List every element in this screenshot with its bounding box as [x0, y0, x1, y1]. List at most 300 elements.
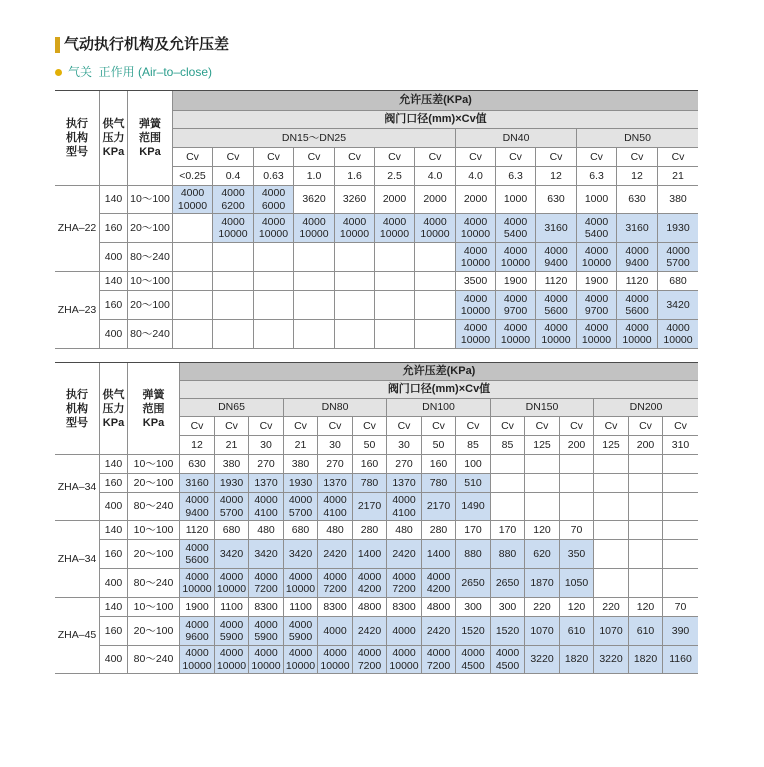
pressure-value-cell: 4000 9700: [496, 291, 536, 320]
pressure-value-cell: 4000 10000: [415, 214, 456, 243]
pressure-value-cell: 4000 5900: [284, 617, 318, 646]
pressure-value-cell: 120: [560, 598, 594, 617]
empty-cell: [254, 243, 294, 272]
empty-cell: [629, 493, 663, 521]
pressure-value-cell: 1490: [456, 493, 491, 521]
pressure-value-cell: 1070: [594, 617, 629, 646]
cv-label-cell: Cv: [215, 417, 249, 436]
empty-cell: [663, 540, 698, 569]
size-group-header: DN65: [180, 399, 284, 417]
empty-cell: [415, 320, 456, 349]
spring-range-cell: 10～100: [128, 455, 180, 474]
pressure-value-cell: 620: [525, 540, 560, 569]
pressure-value-cell: 4000 10000: [180, 646, 215, 674]
cv-value-cell: 4.0: [456, 167, 496, 186]
size-group-header: DN200: [594, 399, 698, 417]
supply-pressure-cell: 160: [100, 214, 128, 243]
pressure-value-cell: 680: [658, 272, 698, 291]
pressure-value-cell: 4000 10000: [536, 320, 577, 349]
pressure-value-cell: 390: [663, 617, 698, 646]
cv-label-cell: Cv: [525, 417, 560, 436]
empty-cell: [173, 320, 213, 349]
pressure-value-cell: 780: [353, 474, 387, 493]
pressure-value-cell: 1820: [560, 646, 594, 674]
size-group-header: DN100: [387, 399, 491, 417]
spring-range-cell: 10～100: [128, 272, 173, 291]
pressure-value-cell: 680: [284, 521, 318, 540]
pressure-value-cell: 4000 4200: [353, 569, 387, 598]
pressure-value-cell: 4000 5600: [536, 291, 577, 320]
spring-range-cell: 10～100: [128, 186, 173, 214]
cv-label-cell: Cv: [456, 417, 491, 436]
supply-pressure-cell: 140: [100, 455, 128, 474]
spring-range-cell: 80～240: [128, 243, 173, 272]
empty-cell: [491, 455, 525, 474]
empty-cell: [525, 455, 560, 474]
cv-value-cell: 12: [617, 167, 658, 186]
pressure-value-cell: 4000 10000: [456, 320, 496, 349]
cv-label-cell: Cv: [173, 148, 213, 167]
pressure-value-cell: 4000 7200: [353, 646, 387, 674]
pressure-value-cell: 2000: [375, 186, 415, 214]
supply-pressure-cell: 140: [100, 272, 128, 291]
pressure-value-cell: 4000 10000: [180, 569, 215, 598]
pressure-value-cell: 630: [617, 186, 658, 214]
pressure-value-cell: 2000: [456, 186, 496, 214]
pressure-value-cell: 3420: [284, 540, 318, 569]
cv-value-cell: 1.6: [335, 167, 375, 186]
pressure-value-cell: 1370: [249, 474, 284, 493]
pressure-value-cell: 4000 9400: [617, 243, 658, 272]
empty-cell: [213, 291, 254, 320]
model-cell: ZHA–23: [55, 272, 100, 349]
pressure-value-cell: 1050: [560, 569, 594, 598]
pressure-value-cell: 2650: [491, 569, 525, 598]
empty-cell: [594, 521, 629, 540]
spring-range-cell: 10～100: [128, 598, 180, 617]
empty-cell: [415, 272, 456, 291]
pressure-value-cell: 100: [456, 455, 491, 474]
pressure-value-cell: 630: [180, 455, 215, 474]
pressure-value-cell: 4000 10000: [577, 243, 617, 272]
empty-cell: [294, 243, 335, 272]
pressure-value-cell: 280: [422, 521, 456, 540]
pressure-value-cell: 4000 10000: [375, 214, 415, 243]
empty-cell: [375, 320, 415, 349]
pressure-value-cell: 480: [249, 521, 284, 540]
supply-pressure-header: 供气 压力 KPa: [100, 91, 128, 186]
model-cell: ZHA–22: [55, 186, 100, 272]
cv-label-cell: Cv: [180, 417, 215, 436]
pressure-value-cell: 160: [353, 455, 387, 474]
empty-cell: [415, 291, 456, 320]
cv-label-cell: Cv: [422, 417, 456, 436]
empty-cell: [254, 320, 294, 349]
pressure-value-cell: 160: [422, 455, 456, 474]
pressure-value-cell: 680: [215, 521, 249, 540]
supply-pressure-cell: 160: [100, 291, 128, 320]
empty-cell: [173, 214, 213, 243]
pressure-value-cell: 280: [353, 521, 387, 540]
supply-pressure-cell: 400: [100, 320, 128, 349]
cv-label-cell: Cv: [663, 417, 698, 436]
pressure-value-cell: 300: [491, 598, 525, 617]
empty-cell: [594, 474, 629, 493]
cv-value-cell: 0.4: [213, 167, 254, 186]
cv-value-cell: 21: [658, 167, 698, 186]
pressure-value-cell: 170: [456, 521, 491, 540]
cv-label-cell: Cv: [536, 148, 577, 167]
pressure-value-cell: 220: [525, 598, 560, 617]
empty-cell: [415, 243, 456, 272]
pressure-value-cell: 380: [215, 455, 249, 474]
supply-pressure-cell: 160: [100, 540, 128, 569]
pressure-value-cell: 1100: [284, 598, 318, 617]
pressure-value-cell: 4800: [353, 598, 387, 617]
pressure-value-cell: 4000 7200: [387, 569, 422, 598]
cv-value-cell: 1.0: [294, 167, 335, 186]
empty-cell: [375, 243, 415, 272]
empty-cell: [491, 474, 525, 493]
pressure-value-cell: 3500: [456, 272, 496, 291]
pressure-value-cell: 4000 10000: [335, 214, 375, 243]
pressure-value-cell: 4000 10000: [318, 646, 353, 674]
pressure-value-cell: 4000 5900: [215, 617, 249, 646]
empty-cell: [560, 474, 594, 493]
cv-value-cell: 30: [318, 436, 353, 455]
pressure-value-cell: 3160: [180, 474, 215, 493]
pressure-value-cell: 1160: [663, 646, 698, 674]
pressure-value-cell: 3420: [215, 540, 249, 569]
cv-label-cell: Cv: [335, 148, 375, 167]
model-cell: ZHA–34: [55, 455, 100, 521]
pressure-value-cell: 270: [249, 455, 284, 474]
pressure-value-cell: 4000 4100: [249, 493, 284, 521]
pressure-value-cell: 1400: [353, 540, 387, 569]
pressure-value-cell: 170: [491, 521, 525, 540]
spring-range-cell: 20～100: [128, 617, 180, 646]
pressure-value-cell: 4000 5700: [284, 493, 318, 521]
cv-value-cell: 6.3: [496, 167, 536, 186]
supply-pressure-cell: 140: [100, 186, 128, 214]
pressure-value-cell: 270: [318, 455, 353, 474]
cv-label-cell: Cv: [658, 148, 698, 167]
cv-label-cell: Cv: [629, 417, 663, 436]
supply-pressure-cell: 400: [100, 646, 128, 674]
pressure-value-cell: 4000: [318, 617, 353, 646]
cv-label-cell: Cv: [213, 148, 254, 167]
empty-cell: [525, 474, 560, 493]
empty-cell: [629, 521, 663, 540]
pressure-value-cell: 3160: [617, 214, 658, 243]
cv-value-cell: 21: [215, 436, 249, 455]
allowable-pressure-header: 允许压差(KPa): [173, 91, 698, 111]
supply-pressure-cell: 140: [100, 598, 128, 617]
pressure-value-cell: 1120: [617, 272, 658, 291]
section-subtitle: [55, 64, 212, 80]
pressure-value-cell: 610: [560, 617, 594, 646]
cv-value-cell: <0.25: [173, 167, 213, 186]
pressure-value-cell: 70: [560, 521, 594, 540]
cv-label-cell: Cv: [577, 148, 617, 167]
cv-label-cell: Cv: [249, 417, 284, 436]
empty-cell: [594, 493, 629, 521]
supply-pressure-cell: 400: [100, 243, 128, 272]
pressure-value-cell: 4000 4500: [456, 646, 491, 674]
pressure-value-cell: 1900: [577, 272, 617, 291]
supply-pressure-cell: 400: [100, 569, 128, 598]
spring-range-cell: 20～100: [128, 540, 180, 569]
empty-cell: [254, 272, 294, 291]
pressure-value-cell: 1930: [658, 214, 698, 243]
pressure-value-cell: 610: [629, 617, 663, 646]
empty-cell: [629, 474, 663, 493]
empty-cell: [173, 291, 213, 320]
model-cell: ZHA–45: [55, 598, 100, 674]
pressure-value-cell: 4000 7200: [318, 569, 353, 598]
pressure-value-cell: 3260: [335, 186, 375, 214]
pressure-value-cell: 1000: [577, 186, 617, 214]
empty-cell: [491, 493, 525, 521]
pressure-value-cell: 1870: [525, 569, 560, 598]
pressure-value-cell: 4000 4100: [318, 493, 353, 521]
cv-value-cell: 125: [594, 436, 629, 455]
pressure-value-cell: 350: [560, 540, 594, 569]
cv-label-cell: Cv: [456, 148, 496, 167]
pressure-value-cell: 2000: [415, 186, 456, 214]
pressure-value-cell: 510: [456, 474, 491, 493]
pressure-value-cell: 3220: [594, 646, 629, 674]
pressure-value-cell: 220: [594, 598, 629, 617]
pressure-value-cell: 4000 5600: [617, 291, 658, 320]
pressure-value-cell: 3420: [249, 540, 284, 569]
spring-range-header: 弹簧 范围 KPa: [128, 363, 180, 455]
size-group-header: DN15～DN25: [173, 129, 456, 148]
empty-cell: [213, 272, 254, 291]
pressure-value-cell: 4000 9400: [536, 243, 577, 272]
pressure-value-cell: 1370: [318, 474, 353, 493]
cv-value-cell: 200: [560, 436, 594, 455]
cv-value-cell: 2.5: [375, 167, 415, 186]
pressure-value-cell: 1120: [536, 272, 577, 291]
spring-range-header: 弹簧 范围 KPa: [128, 91, 173, 186]
cv-value-cell: 200: [629, 436, 663, 455]
pressure-value-cell: 70: [663, 598, 698, 617]
pressure-value-cell: 4000 10000: [213, 214, 254, 243]
pressure-value-cell: 300: [456, 598, 491, 617]
pressure-value-cell: 4000 10000: [496, 320, 536, 349]
allowable-pressure-header: 允许压差(KPa): [180, 363, 698, 381]
pressure-value-cell: 4000 4200: [422, 569, 456, 598]
supply-pressure-cell: 140: [100, 521, 128, 540]
pressure-value-cell: 4000 10000: [215, 569, 249, 598]
pressure-value-cell: 1100: [215, 598, 249, 617]
spring-range-cell: 20～100: [128, 291, 173, 320]
pressure-value-cell: 630: [536, 186, 577, 214]
spring-range-cell: 80～240: [128, 320, 173, 349]
empty-cell: [594, 455, 629, 474]
spring-range-cell: 20～100: [128, 214, 173, 243]
empty-cell: [335, 243, 375, 272]
cv-label-cell: Cv: [594, 417, 629, 436]
valve-size-cv-header: 阀门口径(mm)×Cv值: [180, 381, 698, 399]
spring-range-cell: 10～100: [128, 521, 180, 540]
empty-cell: [173, 243, 213, 272]
empty-cell: [213, 320, 254, 349]
valve-size-cv-header: 阀门口径(mm)×Cv值: [173, 111, 698, 129]
model-header: 执行 机构 型号: [55, 363, 100, 455]
cv-label-cell: Cv: [318, 417, 353, 436]
pressure-value-cell: 1400: [422, 540, 456, 569]
empty-cell: [213, 243, 254, 272]
pressure-value-cell: 4000 5900: [249, 617, 284, 646]
pressure-value-cell: 4000 10000: [617, 320, 658, 349]
cv-value-cell: 12: [180, 436, 215, 455]
pressure-value-cell: 4000 10000: [284, 569, 318, 598]
cv-value-cell: 6.3: [577, 167, 617, 186]
cv-value-cell: 12: [536, 167, 577, 186]
empty-cell: [629, 540, 663, 569]
pressure-value-cell: 380: [284, 455, 318, 474]
pressure-value-cell: 4000 10000: [456, 243, 496, 272]
cv-label-cell: Cv: [496, 148, 536, 167]
cv-value-cell: 310: [663, 436, 698, 455]
pressure-value-cell: 4000 10000: [456, 291, 496, 320]
pressure-value-cell: 4000 6200: [213, 186, 254, 214]
pressure-value-cell: 3220: [525, 646, 560, 674]
size-group-header: DN50: [577, 129, 698, 148]
pressure-value-cell: 1070: [525, 617, 560, 646]
cv-label-cell: Cv: [375, 148, 415, 167]
pressure-value-cell: 3160: [536, 214, 577, 243]
empty-cell: [294, 320, 335, 349]
title-accent-bar: [55, 37, 60, 53]
empty-cell: [375, 291, 415, 320]
pressure-value-cell: 1000: [496, 186, 536, 214]
cv-label-cell: Cv: [560, 417, 594, 436]
cv-label-cell: Cv: [284, 417, 318, 436]
empty-cell: [294, 272, 335, 291]
cv-value-cell: 0.63: [254, 167, 294, 186]
size-group-header: DN40: [456, 129, 577, 148]
pressure-value-cell: 1820: [629, 646, 663, 674]
pressure-value-cell: 1930: [215, 474, 249, 493]
model-cell: ZHA–34: [55, 521, 100, 598]
pressure-value-cell: 4000 5400: [577, 214, 617, 243]
pressure-value-cell: 880: [491, 540, 525, 569]
pressure-value-cell: 2420: [422, 617, 456, 646]
cv-label-cell: Cv: [617, 148, 658, 167]
pressure-value-cell: 4000 9700: [577, 291, 617, 320]
pressure-value-cell: 3420: [658, 291, 698, 320]
cv-value-cell: 85: [491, 436, 525, 455]
pressure-value-cell: 480: [387, 521, 422, 540]
cv-label-cell: Cv: [294, 148, 335, 167]
cv-label-cell: Cv: [415, 148, 456, 167]
pressure-value-cell: 4000 4100: [387, 493, 422, 521]
empty-cell: [663, 493, 698, 521]
pressure-value-cell: 8300: [249, 598, 284, 617]
pressure-value-cell: 4000 10000: [577, 320, 617, 349]
empty-cell: [594, 540, 629, 569]
pressure-value-cell: 4000 7200: [249, 569, 284, 598]
pressure-value-cell: 4000 10000: [294, 214, 335, 243]
pressure-value-cell: 4000 10000: [173, 186, 213, 214]
pressure-value-cell: 4000 10000: [254, 214, 294, 243]
pressure-value-cell: 120: [525, 521, 560, 540]
pressure-value-cell: 4000 10000: [215, 646, 249, 674]
pressure-value-cell: 4000 10000: [658, 320, 698, 349]
size-group-header: DN80: [284, 399, 387, 417]
pressure-value-cell: 4000 5700: [215, 493, 249, 521]
pressure-value-cell: 4000 5700: [658, 243, 698, 272]
pressure-value-cell: 8300: [387, 598, 422, 617]
pressure-value-cell: 4000 10000: [284, 646, 318, 674]
empty-cell: [663, 521, 698, 540]
cv-value-cell: 21: [284, 436, 318, 455]
pressure-value-cell: 1930: [284, 474, 318, 493]
pressure-value-cell: 3620: [294, 186, 335, 214]
empty-cell: [629, 569, 663, 598]
cv-value-cell: 50: [353, 436, 387, 455]
spring-range-cell: 80～240: [128, 646, 180, 674]
empty-cell: [335, 272, 375, 291]
spring-range-cell: 80～240: [128, 569, 180, 598]
cv-value-cell: 30: [249, 436, 284, 455]
empty-cell: [335, 320, 375, 349]
pressure-value-cell: 480: [318, 521, 353, 540]
cv-label-cell: Cv: [491, 417, 525, 436]
pressure-value-cell: 4000 6000: [254, 186, 294, 214]
supply-pressure-header: 供气 压力 KPa: [100, 363, 128, 455]
pressure-value-cell: 4800: [422, 598, 456, 617]
pressure-value-cell: 1370: [387, 474, 422, 493]
cv-value-cell: 125: [525, 436, 560, 455]
section-title: [55, 35, 229, 55]
empty-cell: [375, 272, 415, 291]
pressure-value-cell: 2650: [456, 569, 491, 598]
pressure-value-cell: 120: [629, 598, 663, 617]
empty-cell: [525, 493, 560, 521]
pressure-value-cell: 2420: [353, 617, 387, 646]
pressure-value-cell: 4000 10000: [456, 214, 496, 243]
cv-label-cell: Cv: [254, 148, 294, 167]
allowable-pressure-table-dn65-dn200: [55, 362, 698, 674]
page-title: 气动执行机构及允许压差: [64, 36, 230, 53]
empty-cell: [560, 493, 594, 521]
pressure-value-cell: 2170: [353, 493, 387, 521]
pressure-value-cell: 4000 4500: [491, 646, 525, 674]
pressure-value-cell: 2420: [387, 540, 422, 569]
pressure-value-cell: 8300: [318, 598, 353, 617]
pressure-value-cell: 1520: [456, 617, 491, 646]
pressure-value-cell: 4000 7200: [422, 646, 456, 674]
pressure-value-cell: 4000 5400: [496, 214, 536, 243]
cv-value-cell: 85: [456, 436, 491, 455]
pressure-value-cell: 4000 5600: [180, 540, 215, 569]
cv-label-cell: Cv: [353, 417, 387, 436]
empty-cell: [294, 291, 335, 320]
pressure-value-cell: 1520: [491, 617, 525, 646]
empty-cell: [560, 455, 594, 474]
spring-range-cell: 80～240: [128, 493, 180, 521]
pressure-value-cell: 1900: [496, 272, 536, 291]
pressure-value-cell: 780: [422, 474, 456, 493]
spring-range-cell: 20～100: [128, 474, 180, 493]
bullet-icon: [55, 69, 62, 76]
cv-value-cell: 50: [422, 436, 456, 455]
empty-cell: [173, 272, 213, 291]
